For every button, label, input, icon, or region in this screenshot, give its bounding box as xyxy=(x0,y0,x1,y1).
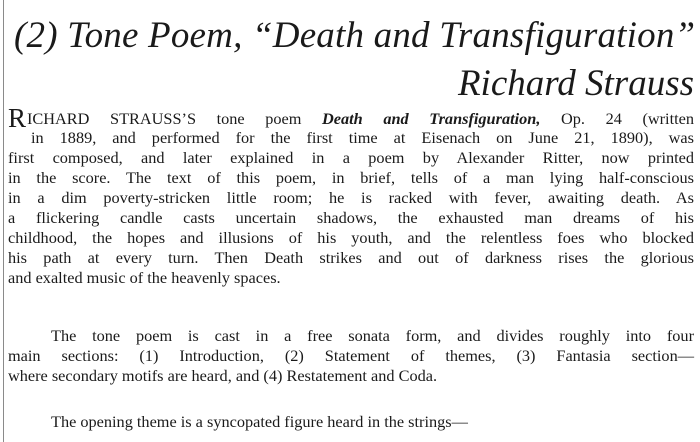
drop-cap: R xyxy=(8,103,27,133)
text-line: in a dim poverty-stricken little room; he is racked with fever, awaiting death. As xyxy=(8,188,694,207)
text-line: main sections: (1) Introduction, (2) Statement of themes, (3) Fantasia section— xyxy=(8,346,694,365)
text-line: The opening theme is a syncopated figure heard in the strings— xyxy=(51,412,468,431)
text-line: and exalted music of the heavenly spaces. xyxy=(8,268,281,287)
text-line: where secondary motifs are heard, and (4) Restatement and Coda. xyxy=(8,366,438,385)
paragraph-intro xyxy=(8,103,694,288)
text-line: in 1889, and performed for the first time at Eisenach on June 21, 1890), was xyxy=(31,128,694,147)
text-line: childhood, the hopes and illusions of his youth, and the relentless foes who blocked xyxy=(8,228,694,247)
composer-name: Richard Strauss xyxy=(457,63,694,104)
text-line: in the score. The text of this poem, in brief, tells of a man lying half-conscious xyxy=(8,168,694,187)
text-line xyxy=(8,103,694,133)
page-margin-rule xyxy=(3,0,4,442)
text-span: ICHARD STRAUSS’S tone poem xyxy=(27,109,323,128)
section-title: (2) Tone Poem, “Death and Transfiguration” xyxy=(14,15,696,56)
text-line: first composed, and later explained in a poem by Alexander Ritter, now printed xyxy=(8,148,694,167)
paragraph-form xyxy=(8,326,694,386)
text-line: The tone poem is cast in a free sonata form, and divides roughly into four xyxy=(51,326,694,345)
text-span: Op. 24 (written xyxy=(540,109,694,128)
text-line: a flickering candle casts uncertain shadows, the exhausted man dreams of his xyxy=(8,208,694,227)
work-title: Death and Transfiguration, xyxy=(322,109,541,128)
text-line: his path at every turn. Then Death strikes and out of darkness rises the glorious xyxy=(8,248,694,267)
paragraph-opening-theme xyxy=(8,412,694,432)
